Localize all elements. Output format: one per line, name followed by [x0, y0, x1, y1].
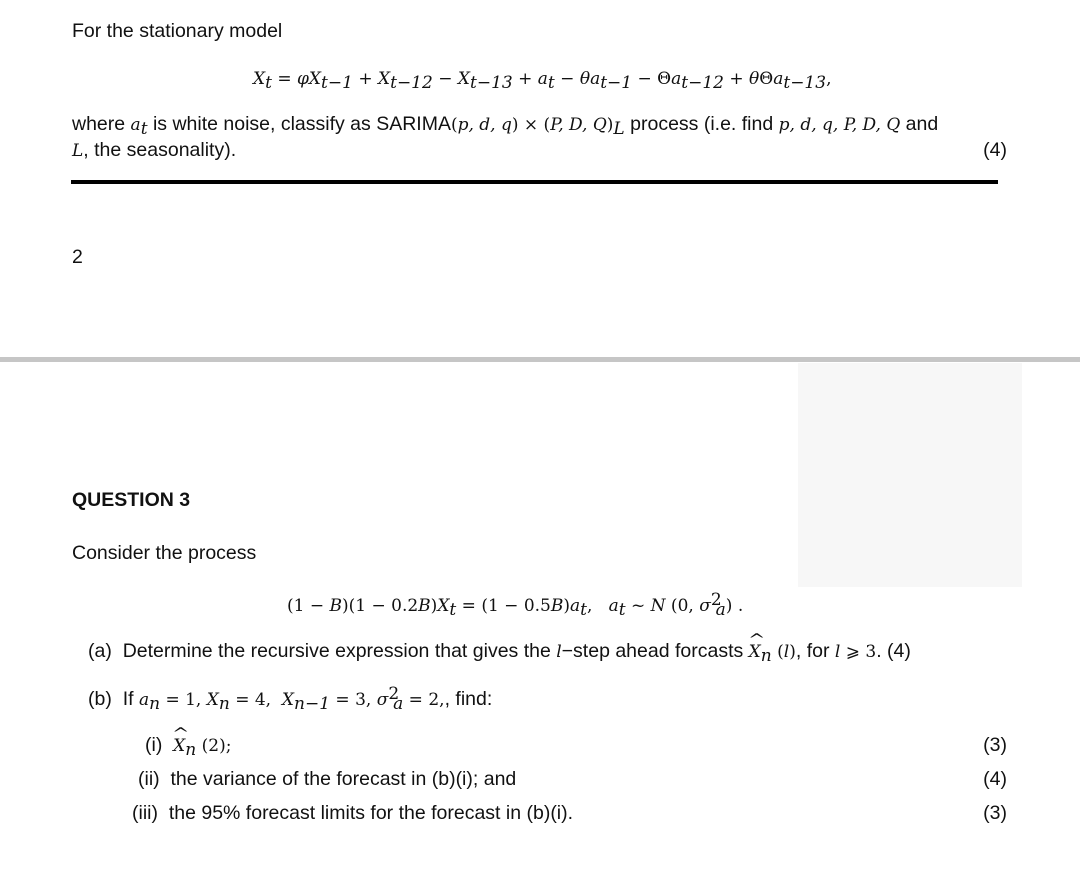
q2-equation: $X_t = \varphi X_{t-1} + X_{t-12} - X_{t-13} + a_t - \theta a_{t-1} - \Theta a_{t-12} + \theta\Theta a_{t-13}$, [253, 69, 832, 93]
part-b-iii-marks: (3) [983, 802, 1007, 824]
q2-intro: For the stationary model [72, 20, 283, 42]
q2-marks: (4) [983, 139, 1007, 161]
question-heading: QUESTION 3 [72, 489, 191, 511]
part-b-ii: (ii) the variance of the forecast in (b)(i); and [138, 768, 517, 790]
part-b-iii: (iii) the 95% forecast limits for the forecast in (b)(i). [132, 802, 574, 824]
part-b-i-marks: (3) [983, 734, 1007, 756]
q3-intro: Consider the process [72, 542, 257, 564]
part-b: (b) If $a_n = 1$, $X_n = 4$, $X_{n-1} = 3$, $\sigma^2_a = 2$,, find: [88, 684, 493, 714]
q2-seasonality-line: L, the seasonality). [72, 139, 237, 161]
section-divider [71, 180, 998, 184]
q2-where-line: where $a_t$ is white noise, classify as SARIMA(p, d, q) × (P, D, $Q)_L$ process (i.e. find p, d, q, P, D, Q and [72, 113, 939, 139]
part-b-i: (i) ^ $X_n$ (2); [145, 733, 231, 762]
part-b-ii-marks: (4) [983, 768, 1007, 790]
shaded-area [798, 363, 1022, 587]
q3-equation: $(1 - B)(1 - 0.2B)X_t = (1 - 0.5B)a_t$, $a_t$ ~ N (0, $\sigma^2_a$) . [287, 590, 744, 620]
page-break [0, 357, 1080, 362]
part-a: (a) Determine the recursive expression that gives the l−step ahead forcasts ^ $X_n$ (l), for l ⩾ 3. (4) [88, 639, 911, 668]
page-number: 2 [72, 246, 83, 268]
